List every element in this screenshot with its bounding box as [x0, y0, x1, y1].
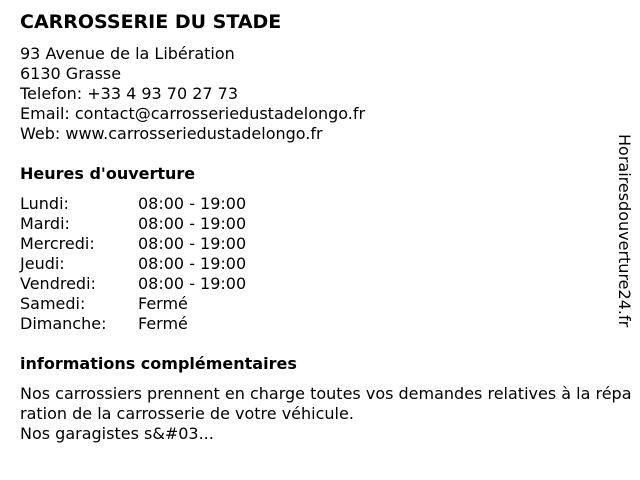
description-truncated: Nos garagistes s&#03... [20, 424, 214, 443]
day-label: Jeudi: [20, 254, 65, 273]
website-url: Web: www.carrosseriedustadelongo.fr [20, 124, 323, 143]
day-label: Vendredi: [20, 274, 96, 293]
description-paragraph: Nos carrossiers prennent en charge toutes vos demandes relatives à la réparation de la carrosserie de votre véhicule. [20, 384, 632, 423]
time-value: 08:00 - 19:00 [138, 254, 247, 273]
time-value: 08:00 - 19:00 [138, 234, 247, 253]
time-value: Fermé [138, 314, 188, 333]
additional-info-text [20, 384, 632, 444]
additional-info-heading: informations complémentaires [20, 354, 297, 373]
business-name: CARROSSERIE DU STADE [20, 11, 282, 33]
time-value: Fermé [138, 294, 188, 313]
address-street: 93 Avenue de la Libération [20, 44, 235, 63]
phone-number: Telefon: +33 4 93 70 27 73 [20, 84, 239, 103]
address-city: 6130 Grasse [20, 64, 122, 83]
contact-block [20, 44, 365, 144]
day-label: Lundi: [20, 194, 69, 213]
time-value: 08:00 - 19:00 [138, 274, 247, 293]
day-label: Dimanche: [20, 314, 107, 333]
email-address: Email: contact@carrosseriedustadelongo.fr [20, 104, 366, 123]
site-watermark: Horairesdouverture24.fr [615, 134, 634, 328]
day-label: Mercredi: [20, 234, 95, 253]
time-value: 08:00 - 19:00 [138, 214, 247, 233]
time-value: 08:00 - 19:00 [138, 194, 247, 213]
day-label: Mardi: [20, 214, 70, 233]
opening-hours-heading: Heures d'ouverture [20, 164, 196, 183]
day-label: Samedi: [20, 294, 86, 313]
